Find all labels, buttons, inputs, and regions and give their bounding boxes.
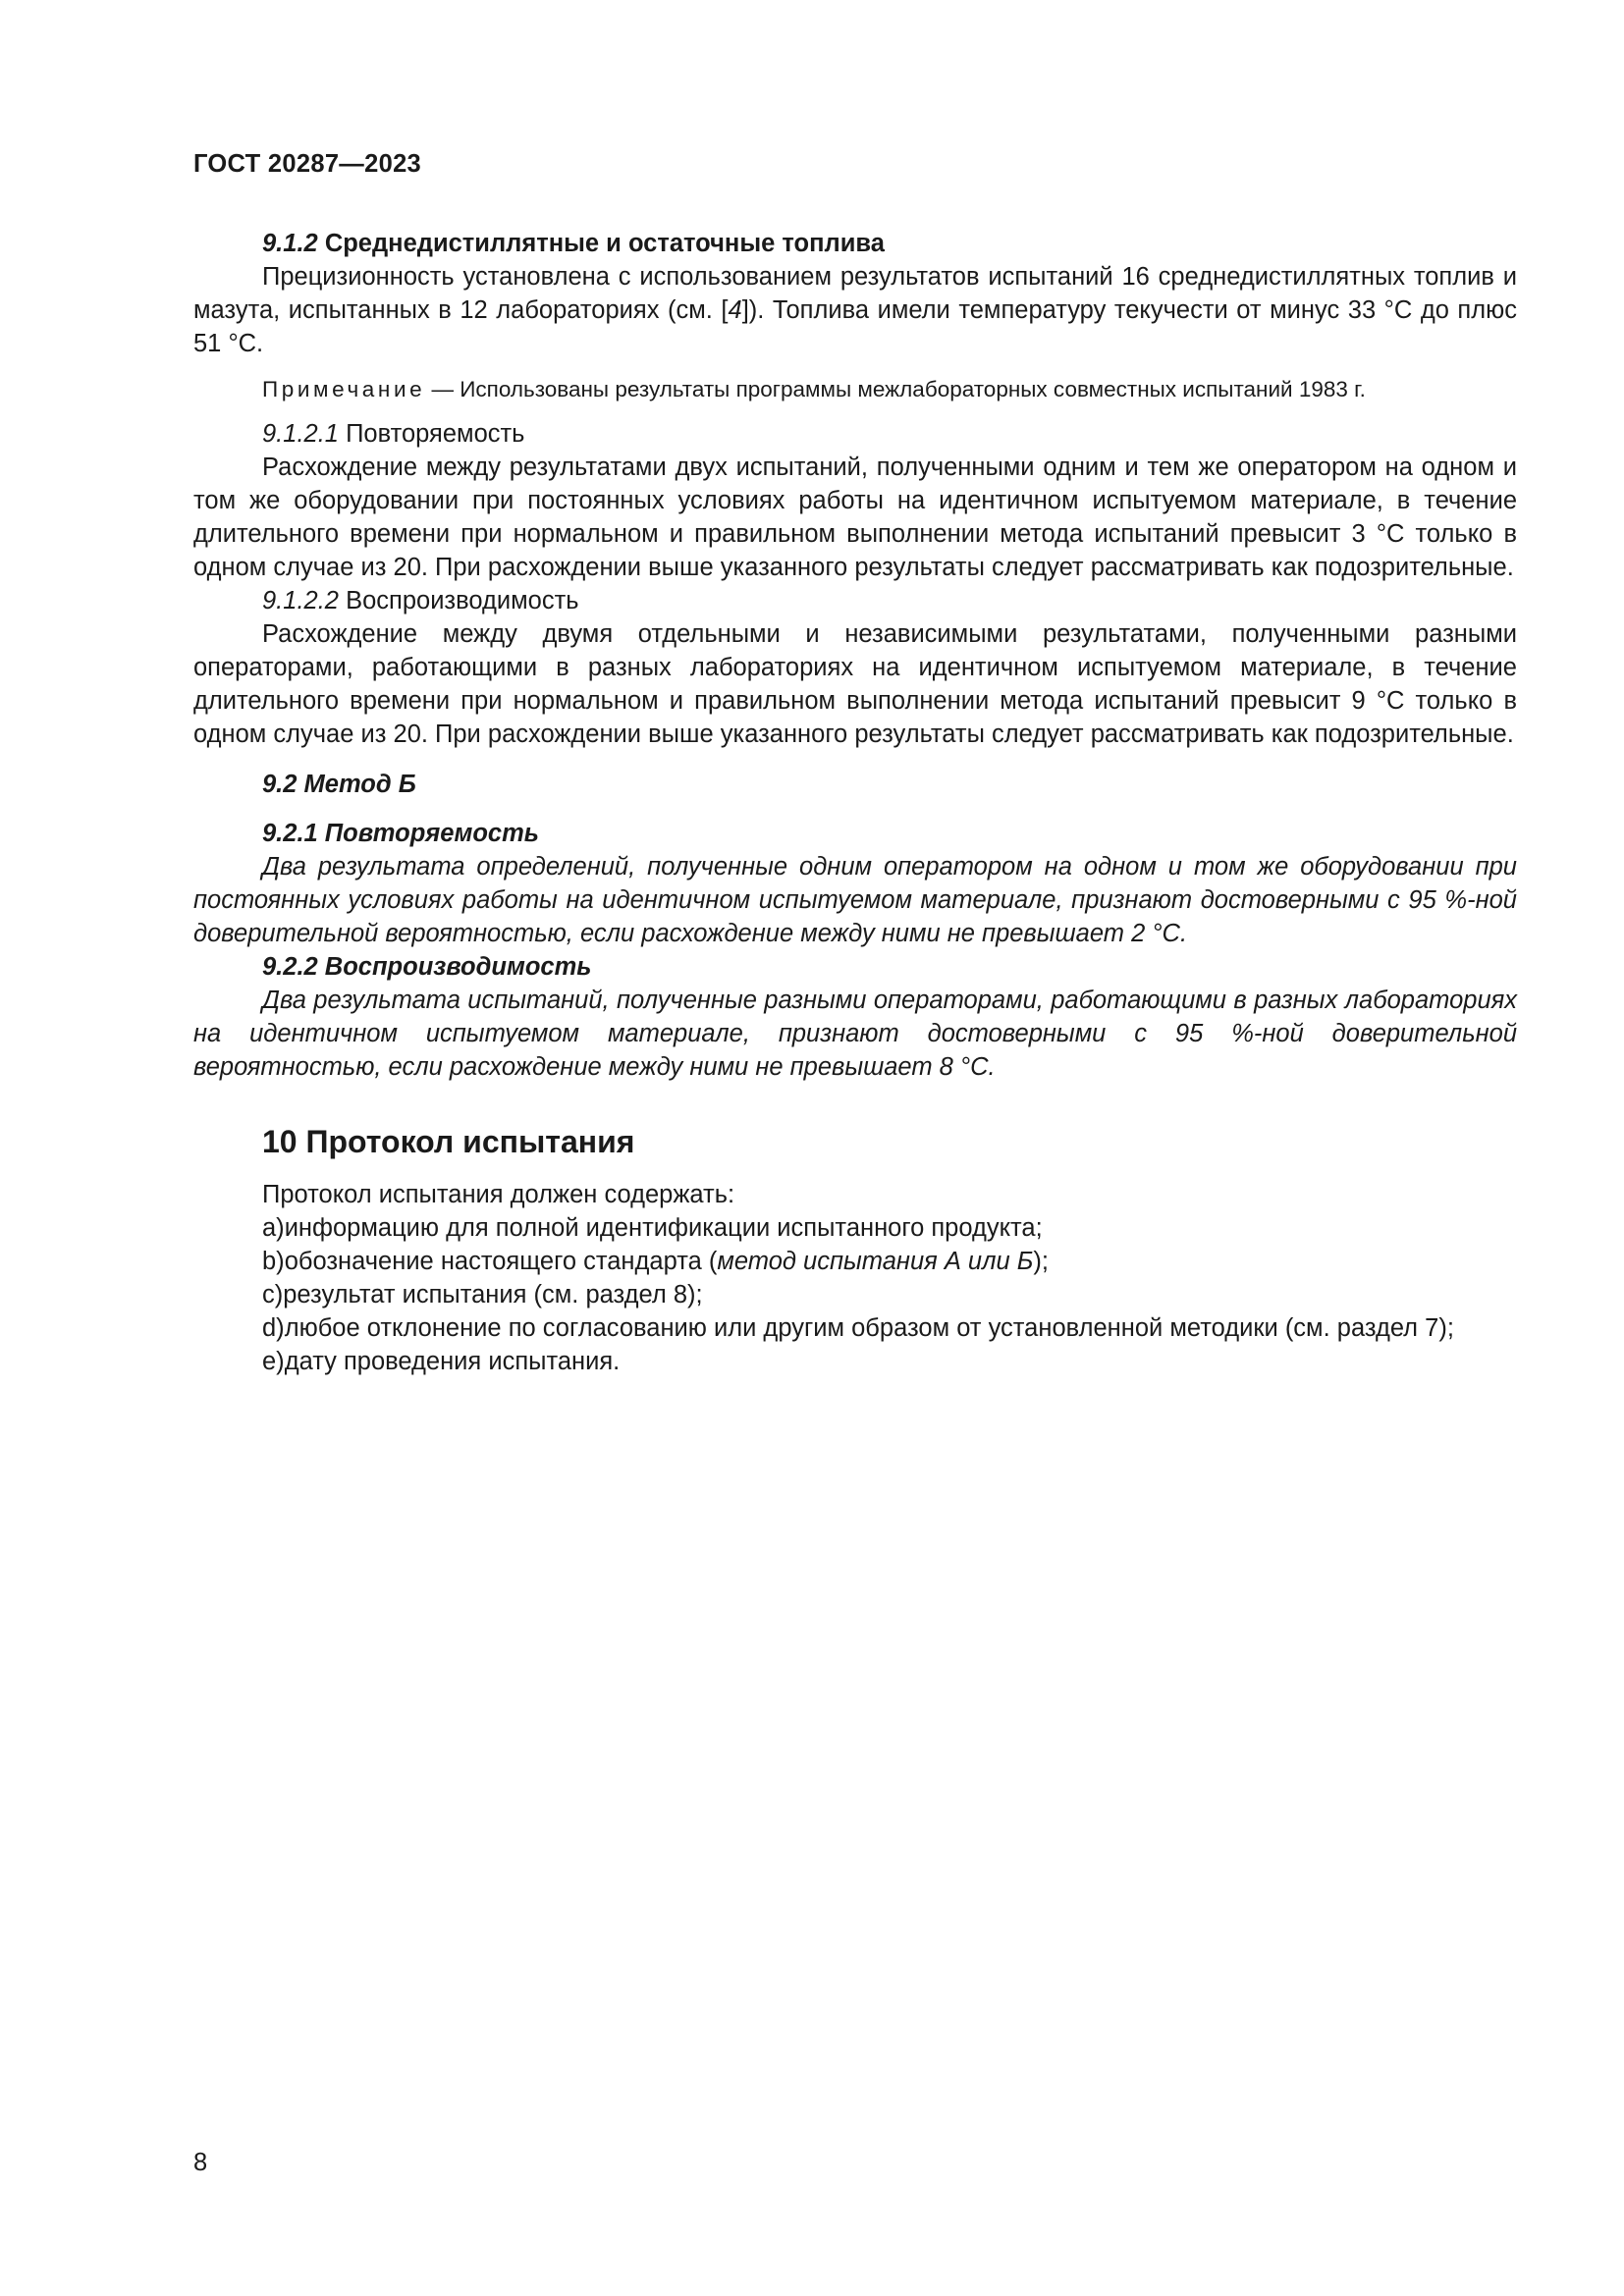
subsection-title: Среднедистиллятные и остаточные топлива xyxy=(324,230,885,257)
note-text: — Использованы результаты программы межлабораторных совместных испытаний 1983 г. xyxy=(425,377,1366,401)
page-header: ГОСТ 20287—2023 xyxy=(193,150,422,178)
list-item xyxy=(193,1345,1517,1378)
subsection-9121-paragraph: Расхождение между результатами двух испытаний, полученными одним и тем же оператором на одном и том же оборудовании при постоянных условиях работы на идентичном испытуемом материале, в течение длительного времени при нормальном и правильном выполнении метода испытаний превысит 3 °С только в одном случае из 20. При расхождении выше указанного результаты следует рассматривать как подозрительные. xyxy=(193,454,1517,581)
list-item xyxy=(193,1278,1517,1311)
document-body xyxy=(193,227,1517,1378)
subsection-9121-heading xyxy=(193,417,1517,451)
subsection-9122-heading xyxy=(193,584,1517,617)
subsection-title: Повторяемость xyxy=(346,420,525,448)
section-10-intro: Протокол испытания должен содержать: xyxy=(262,1181,735,1208)
paragraph-text: ]). Топлива имели температуру текучести от минус 33 °С до плюс 51 °С. xyxy=(193,296,1517,357)
note-label: Примечание xyxy=(262,377,426,401)
list-item-text: любое отклонение по согласованию или другим образом от установленной методики (см. раздел 7); xyxy=(284,1314,1454,1342)
paragraph-text: Прецизионность установлена с использованием результатов испытаний 16 среднедистиллятных топлив и мазута, испытанных в 12 лабораториях (см. [ xyxy=(193,263,1517,324)
subsection-9122-paragraph: Расхождение между двумя отдельными и независимыми результатами, полученными разными операторами, работающими в разных лабораториях на идентичном испытуемом материале, в течение длительного времени при нормальном и правильном выполнении метода испытаний превысит 9 °С только в одном случае из 20. При расхождении выше указанного результаты следует рассматривать как подозрительные. xyxy=(193,620,1517,748)
list-item-label: d) xyxy=(262,1314,285,1342)
subsection-title: Воспроизводимость xyxy=(346,587,579,614)
list-item xyxy=(193,1311,1517,1345)
subsection-92-heading: 9.2 Метод Б xyxy=(262,771,416,798)
subsection-number: 9.1.2.2 xyxy=(262,587,339,614)
list-item xyxy=(193,1245,1517,1278)
list-item-label: b) xyxy=(262,1248,285,1275)
page-number: 8 xyxy=(193,2149,208,2176)
list-item-label: e) xyxy=(262,1348,285,1375)
section-10-title: 10 Протокол испытания xyxy=(262,1124,635,1159)
list-item-label: a) xyxy=(262,1214,285,1242)
reference-number: 4 xyxy=(728,296,742,324)
subsection-number: 9.1.2.1 xyxy=(262,420,339,448)
list-item-text: дату проведения испытания. xyxy=(284,1348,621,1375)
subsection-912-heading xyxy=(193,227,1517,260)
subsection-912-paragraph xyxy=(193,260,1517,360)
list-item-text: информацию для полной идентификации испытанного продукта; xyxy=(284,1214,1043,1242)
subsection-922-heading: 9.2.2 Воспроизводимость xyxy=(262,953,592,981)
subsection-922-paragraph: Два результата испытаний, полученные разными операторами, работающими в разных лабораториях на идентичном испытуемом материале, признают достоверными с 95 %-ной доверительной вероятностью, если расхождение между ними не превышает 8 °С. xyxy=(193,987,1517,1081)
subsection-921-heading: 9.2.1 Повторяемость xyxy=(262,820,539,847)
list-item-text: результат испытания (см. раздел 8); xyxy=(283,1281,703,1308)
list-item xyxy=(193,1211,1517,1245)
list-item-label: c) xyxy=(262,1281,284,1308)
list-item-italic-text: метод испытания А или Б xyxy=(717,1248,1034,1275)
subsection-921-paragraph: Два результата определений, полученные одним оператором на одном и том же оборудовании при постоянных условиях работы на идентичном испытуемом материале, признают достоверными с 95 %-ной доверительной вероятностью, если расхождение между ними не превышает 2 °С. xyxy=(193,853,1517,947)
list-item-text: обозначение настоящего стандарта ( xyxy=(284,1248,718,1275)
list-item-text: ); xyxy=(1033,1248,1049,1275)
note xyxy=(193,373,1517,406)
subsection-number: 9.1.2 xyxy=(262,230,318,257)
